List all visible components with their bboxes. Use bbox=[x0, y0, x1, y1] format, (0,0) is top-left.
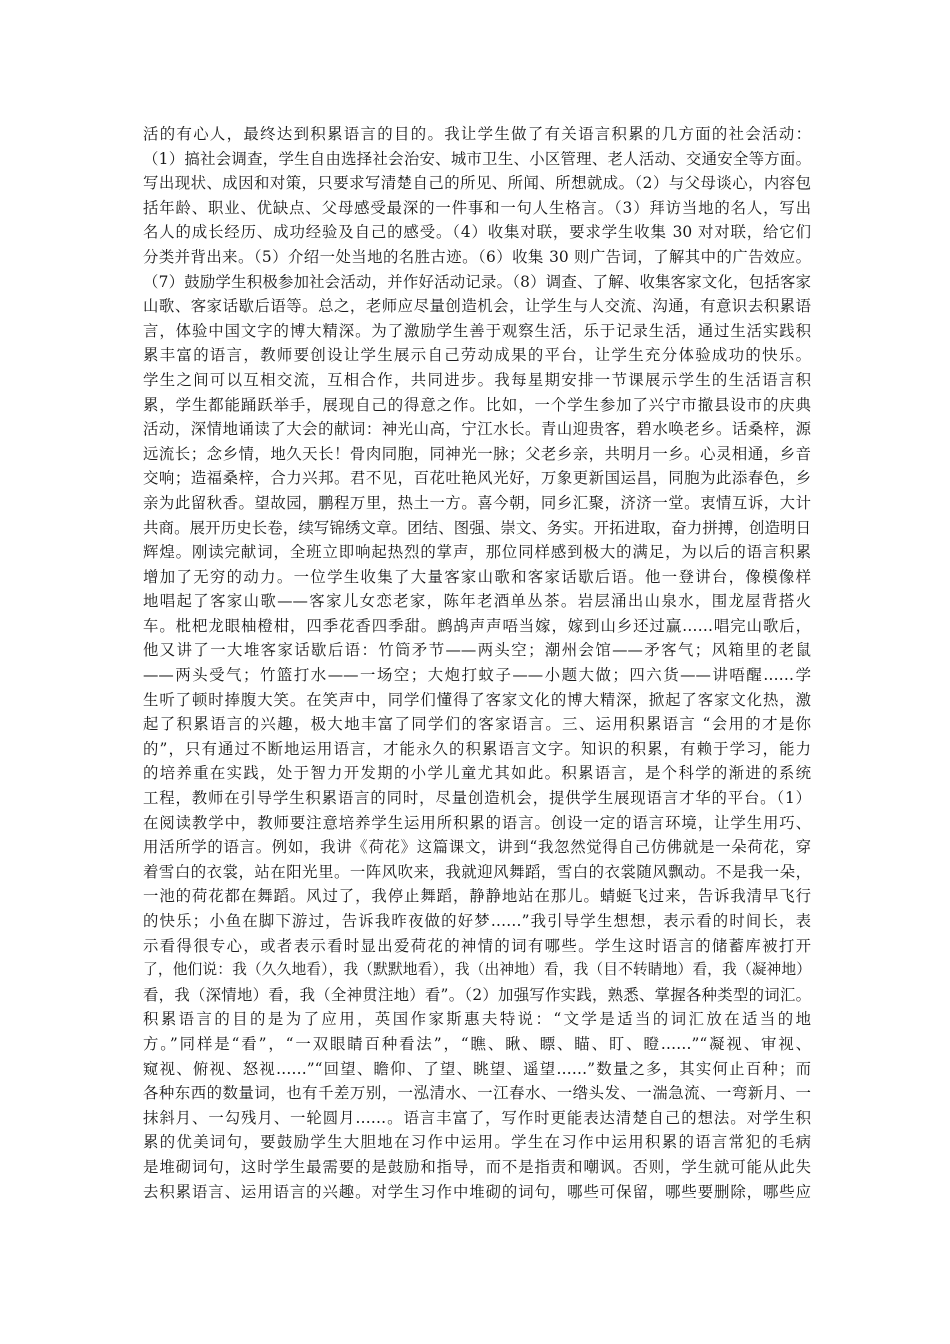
text-line: 各种东西的数量词，也有千差万别，一泓清水、一江春水、一绺头发、一湍急流、一弯新月、一 bbox=[143, 1084, 811, 1103]
text-line: 的培养重在实践，处于智力开发期的小学儿童尤其如此。积累语言，是个科学的渐进的系统 bbox=[143, 764, 811, 783]
text-line: 了，他们说：我（久久地看），我（默默地看），我（出神地）看，我（目不转睛地）看，我（凝神地） bbox=[143, 961, 811, 979]
text-line: 共商。展开历史长卷，续写锦绣文章。团结、图强、崇文、务实。开拓进取，奋力拼搏，创造明日 bbox=[143, 518, 811, 537]
text-line: 的快乐；小鱼在脚下游过，告诉我昨夜做的好梦……”我引导学生想想，表示看的时间长，表 bbox=[143, 912, 811, 930]
text-line: 窥视、俯视、怒视……”“回望、瞻仰、了望、眺望、遥望……”数量之多，其实何止百种；而 bbox=[143, 1059, 811, 1078]
body-text bbox=[143, 122, 811, 1204]
text-line: 远流长；念乡情，地久天长！骨肉同胞，同神光一脉；父老乡亲，共明月一乡。心灵相通，乡音 bbox=[143, 444, 811, 463]
text-line: 是堆砌词句，这时学生最需要的是鼓励和指导，而不是指责和嘲讽。否则，学生就可能从此失 bbox=[143, 1157, 811, 1176]
text-line: 用活所学的语言。例如，我讲《荷花》这篇课文，讲到“我忽然觉得自己仿佛就是一朵荷花，穿 bbox=[143, 838, 811, 857]
text-line: 写出现状、成因和对策，只要求写清楚自己的所见、所闻、所想就成。（2）与父母谈心，内容包 bbox=[143, 174, 811, 193]
text-line: 山歌、客家话歇后语等。总之，老师应尽量创造机会，让学生与人交流、沟通，有意识去积累语 bbox=[143, 297, 811, 316]
text-line: 的”，只有通过不断地运用语言，才能永久的积累语言文字。知识的积累，有赖于学习，能力 bbox=[143, 739, 811, 758]
text-line: 名人的成长经历、成功经验及自己的感受。（4）收集对联，要求学生收集 30 对对联，给它们 bbox=[143, 223, 811, 242]
text-line: 累，学生都能踊跃举手，展现自己的得意之作。比如，一个学生参加了兴宁市撤县设市的庆典 bbox=[143, 395, 811, 414]
text-line: 着雪白的衣裳，站在阳光里。一阵风吹来，我就迎风舞蹈，雪白的衣裳随风飘动。不是我一朵， bbox=[143, 862, 811, 881]
text-line: 在阅读教学中，教师要注意培养学生运用所积累的语言。创设一定的语言环境，让学生用巧、 bbox=[143, 813, 811, 832]
text-line: 他又讲了一大堆客家话歇后语：竹筒矛节——两头空；潮州会馆——矛客气；风箱里的老鼠 bbox=[143, 641, 811, 660]
text-line: 括年龄、职业、优缺点、父母感受最深的一件事和一句人生格言。（3）拜访当地的名人，写出 bbox=[143, 198, 811, 217]
text-line: 活的有心人，最终达到积累语言的目的。我让学生做了有关语言积累的几方面的社会活动： bbox=[143, 125, 811, 143]
text-line: 生听了顿时捧腹大笑。在笑声中，同学们懂得了客家文化的博大精深，掀起了客家文化热，激 bbox=[143, 690, 811, 709]
text-line: 一池的荷花都在舞蹈。风过了，我停止舞蹈，静静地站在那儿。蜻蜓飞过来，告诉我清早飞行 bbox=[143, 887, 811, 906]
text-line: 地唱起了客家山歌——客家儿女恋老家，陈年老酒单丛茶。岩层涌出山泉水，围龙屋背搭火 bbox=[143, 592, 811, 611]
text-line: 车。枇杷龙眼柚橙柑，四季花香四季甜。鹧鸪声声唔当嫁，嫁到山乡还过赢……唱完山歌后， bbox=[143, 616, 811, 635]
text-line: 看，我（深情地）看，我（全神贯注地）看”。（2）加强写作实践，熟悉、掌握各种类型的词汇。 bbox=[143, 985, 811, 1004]
text-line: 去积累语言、运用语言的兴趣。对学生习作中堆砌的词句，哪些可保留，哪些要删除，哪些应 bbox=[143, 1182, 811, 1201]
text-line: 交响；造福桑梓，合力兴邦。君不见，百花吐艳风光好，万象更新国运昌，同胞为此添春色，乡 bbox=[143, 469, 811, 488]
text-line: 言，体验中国文字的博大精深。为了激励学生善于观察生活，乐于记录生活，通过生活实践积 bbox=[143, 321, 811, 340]
text-line: 抹斜月、一勾残月、一轮圆月……。语言丰富了，写作时更能表达清楚自己的想法。对学生积 bbox=[143, 1108, 811, 1127]
text-line: 学生之间可以互相交流，互相合作，共同进步。我每星期安排一节课展示学生的生活语言积 bbox=[143, 370, 811, 389]
text-line: （1）搞社会调查，学生自由选择社会治安、城市卫生、小区管理、老人活动、交通安全等方面。 bbox=[143, 149, 811, 168]
text-line: 亲为此留秋香。望故园，鹏程万里，热土一方。喜今朝，同乡汇聚，济济一堂。衷情互诉，大计 bbox=[143, 493, 811, 512]
text-line: 工程，教师在引导学生积累语言的同时，尽量创造机会，提供学生展现语言才华的平台。（1） bbox=[143, 789, 811, 808]
text-line: 活动，深情地诵读了大会的献词：神光山高，宁江水长。青山迎贵客，碧水唤老乡。话桑梓，源 bbox=[143, 420, 811, 439]
text-line: 方。”同样是“看”，“一双眼睛百种看法”，“瞧、瞅、瞟、瞄、盯、瞪……”“凝视、审视、 bbox=[143, 1034, 811, 1053]
text-line: 示看得很专心，或者表示看时显出爱荷花的神情的词有哪些。学生这时语言的储蓄库被打开 bbox=[143, 936, 811, 955]
text-line: 积累语言的目的是为了应用，英国作家斯惠夫特说：“文学是适当的词汇放在适当的地 bbox=[143, 1010, 811, 1029]
text-line: ——两头受气；竹篮打水——一场空；大炮打蚊子——小题大做；四六货——讲唔醒……学 bbox=[143, 666, 811, 685]
text-line: 分类并背出来。（5）介绍一处当地的名胜古迹。（6）收集 30 则广告词，了解其中的广告效应。 bbox=[143, 247, 811, 266]
text-line: （7）鼓励学生积极参加社会活动，并作好活动记录。（8）调查、了解、收集客家文化，包括客家 bbox=[143, 272, 811, 291]
text-line: 累丰富的语言，教师要创设让学生展示自己劳动成果的平台，让学生充分体验成功的快乐。 bbox=[143, 346, 811, 365]
text-line: 起了积累语言的兴趣，极大地丰富了同学们的客家语言。三、运用积累语言 “会用的才是你 bbox=[143, 715, 811, 734]
text-line: 辉煌。刚读完献词，全班立即响起热烈的掌声，那位同样感到极大的满足，为以后的语言积累 bbox=[143, 543, 811, 562]
text-line: 累的优美词句，要鼓励学生大胆地在习作中运用。学生在习作中运用积累的语言常犯的毛病 bbox=[143, 1133, 811, 1152]
text-line: 增加了无穷的动力。一位学生收集了大量客家山歌和客家话歇后语。他一登讲台，像模像样 bbox=[143, 567, 811, 586]
